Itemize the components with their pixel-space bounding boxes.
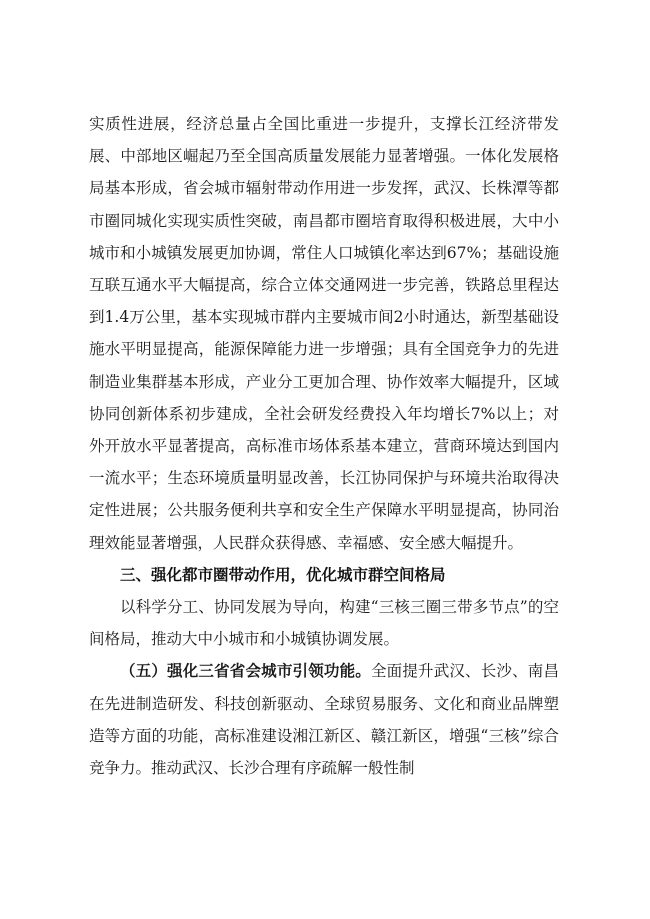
document-body xyxy=(89,108,559,784)
paragraph-subsection xyxy=(89,655,559,784)
subsection-body: 全面提升武汉、长沙、南昌在先进制造研发、科技创新驱动、全球贸易服务、文化和商业品牌塑造等方面的功能，高标准建设湘江新区、赣江新区，增强“三核”综合竞争力。推动武汉、长沙合理有序疏解一般性制 xyxy=(89,662,559,778)
paragraph-intro: 以科学分工、协同发展为导向，构建“三核三圈三带多节点”的空间格局，推动大中小城市和小城镇协调发展。 xyxy=(89,598,559,649)
section-heading: 三、强化都市圈带动作用，优化城市群空间格局 xyxy=(120,565,446,584)
subsection-label: （五）强化三省省会城市引领功能。 xyxy=(120,661,371,681)
paragraph-continuation: 实质性进展，经济总量占全国比重进一步提升，支撑长江经济带发展、中部地区崛起乃至全国高质量发展能力显著增强。一体化发展格局基本形成，省会城市辐射带动作用进一步发挥，武汉、长株潭等都市圈同城化实现实质性突破，南昌都市圈培育取得积极进展，大中小城市和小城镇发展更加协调，常住人口城镇化率达到67%；基础设施互联互通水平大幅提高，综合立体交通网进一步完善，铁路总里程达到1.4万公里，基本实现城市群内主要城市间2小时通达，新型基础设施水平明显提高，能源保障能力进一步增强；具有全国竞争力的先进制造业集群基本形成，产业分工更加合理、协作效率大幅提升，区域协同创新体系初步建成，全社会研发经费投入年均增长7%以上；对外开放水平显著提高，高标准市场体系基本建立，营商环境达到国内一流水平；生态环境质量明显改善，长江协同保护与环境共治取得决定性进展；公共服务便利共享和安全生产保障水平明显提高，协同治理效能显著增强，人民群众获得感、幸福感、安全感大幅提升。 xyxy=(89,115,559,552)
